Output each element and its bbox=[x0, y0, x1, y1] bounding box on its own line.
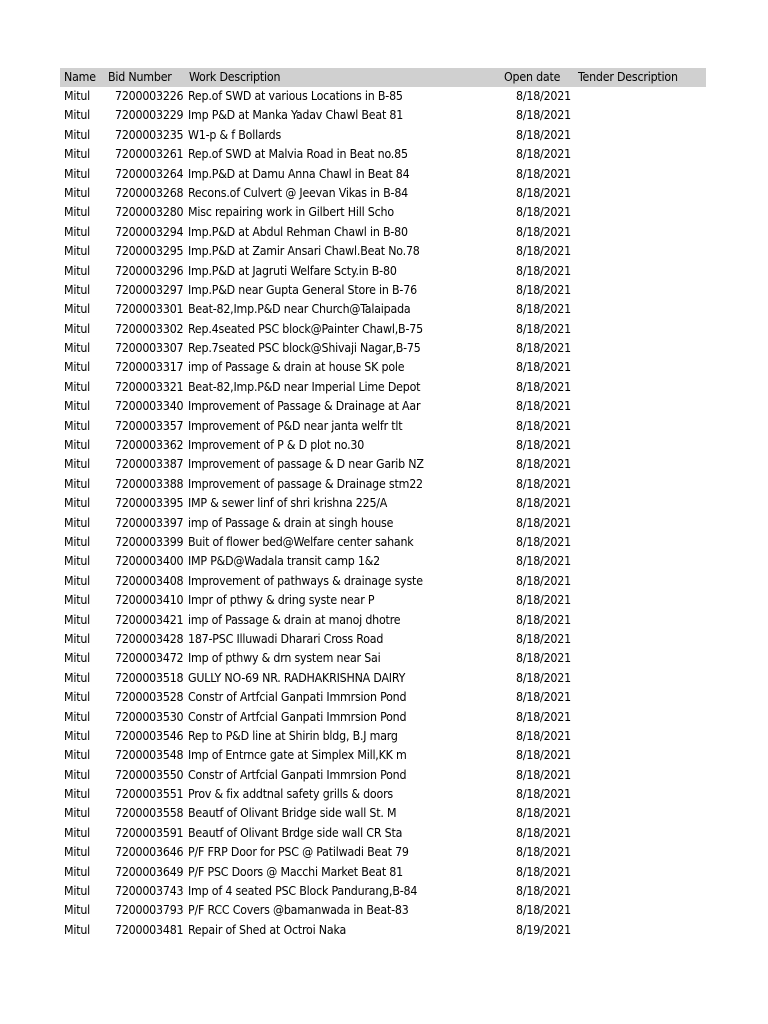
cell-work-description: IMP & sewer linf of shri krishna 225/A bbox=[188, 496, 388, 511]
table-row bbox=[60, 436, 706, 455]
cell-name: Mitul bbox=[64, 806, 91, 821]
cell-open-date: 8/18/2021 bbox=[516, 418, 571, 433]
table-body bbox=[60, 87, 706, 940]
table-row bbox=[60, 863, 706, 882]
cell-bid-number: 7200003528 bbox=[115, 690, 184, 705]
cell-work-description: Imp of pthwy & drn system near Sai bbox=[188, 651, 381, 666]
cell-open-date: 8/18/2021 bbox=[516, 884, 571, 899]
cell-work-description: Constr of Artfcial Ganpati Immrsion Pond bbox=[188, 767, 407, 782]
cell-bid-number: 7200003307 bbox=[115, 341, 184, 356]
cell-name: Mitul bbox=[64, 224, 91, 239]
cell-bid-number: 7200003229 bbox=[115, 108, 184, 123]
table-row bbox=[60, 688, 706, 707]
cell-open-date: 8/18/2021 bbox=[516, 787, 571, 802]
cell-work-description: Recons.of Culvert @ Jeevan Vikas in B-84 bbox=[188, 185, 408, 200]
cell-work-description: Improvement of passage & D near Garib NZ bbox=[188, 457, 424, 472]
cell-name: Mitul bbox=[64, 282, 91, 297]
table-row bbox=[60, 843, 706, 862]
cell-open-date: 8/18/2021 bbox=[516, 89, 571, 103]
cell-open-date: 8/18/2021 bbox=[516, 379, 571, 394]
cell-work-description: Improvement of Passage & Drainage at Aar bbox=[188, 399, 421, 414]
cell-work-description: Rep.7seated PSC block@Shivaji Nagar,B-75 bbox=[188, 341, 421, 356]
cell-bid-number: 7200003295 bbox=[115, 244, 184, 259]
cell-bid-number: 7200003397 bbox=[115, 515, 184, 530]
cell-open-date: 8/18/2021 bbox=[516, 302, 571, 317]
cell-name: Mitul bbox=[64, 864, 91, 879]
table-row bbox=[60, 106, 706, 125]
cell-name: Mitul bbox=[64, 767, 91, 782]
cell-bid-number: 7200003546 bbox=[115, 728, 184, 743]
table-row bbox=[60, 145, 706, 164]
cell-open-date: 8/18/2021 bbox=[516, 263, 571, 278]
table-row bbox=[60, 242, 706, 261]
cell-bid-number: 7200003548 bbox=[115, 748, 184, 763]
cell-open-date: 8/18/2021 bbox=[516, 515, 571, 530]
cell-open-date: 8/18/2021 bbox=[516, 127, 571, 142]
cell-bid-number: 7200003649 bbox=[115, 864, 184, 879]
cell-open-date: 8/18/2021 bbox=[516, 651, 571, 666]
cell-work-description: Constr of Artfcial Ganpati Immrsion Pond bbox=[188, 690, 407, 705]
cell-bid-number: 7200003296 bbox=[115, 263, 184, 278]
cell-name: Mitul bbox=[64, 709, 91, 724]
cell-work-description: Imp.P&D at Zamir Ansari Chawl.Beat No.78 bbox=[188, 244, 420, 259]
cell-name: Mitul bbox=[64, 438, 91, 453]
header-work-description: Work Description bbox=[189, 70, 281, 84]
cell-work-description: Repair of Shed at Octroi Naka bbox=[188, 922, 347, 937]
cell-open-date: 8/18/2021 bbox=[516, 748, 571, 763]
cell-open-date: 8/18/2021 bbox=[516, 166, 571, 181]
cell-bid-number: 7200003280 bbox=[115, 205, 184, 220]
table-row bbox=[60, 203, 706, 222]
tender-table bbox=[60, 68, 706, 940]
cell-work-description: imp of Passage & drain at house SK pole bbox=[188, 360, 405, 375]
table-row bbox=[60, 533, 706, 552]
table-row bbox=[60, 611, 706, 630]
cell-bid-number: 7200003530 bbox=[115, 709, 184, 724]
cell-name: Mitul bbox=[64, 593, 91, 608]
cell-work-description: Buit of flower bed@Welfare center sahank bbox=[188, 534, 414, 549]
cell-bid-number: 7200003297 bbox=[115, 282, 184, 297]
cell-name: Mitul bbox=[64, 884, 91, 899]
cell-work-description: Misc repairing work in Gilbert Hill Scho bbox=[188, 205, 394, 220]
cell-bid-number: 7200003428 bbox=[115, 631, 184, 646]
table-row bbox=[60, 184, 706, 203]
header-open-date: Open date bbox=[504, 70, 561, 84]
cell-name: Mitul bbox=[64, 515, 91, 530]
table-row bbox=[60, 630, 706, 649]
cell-work-description: Imp.P&D at Damu Anna Chawl in Beat 84 bbox=[188, 166, 410, 181]
cell-name: Mitul bbox=[64, 748, 91, 763]
cell-bid-number: 7200003340 bbox=[115, 399, 184, 414]
cell-name: Mitul bbox=[64, 379, 91, 394]
table-row bbox=[60, 165, 706, 184]
cell-work-description: Impr of pthwy & dring syste near P bbox=[188, 593, 375, 608]
table-row bbox=[60, 552, 706, 571]
cell-bid-number: 7200003317 bbox=[115, 360, 184, 375]
cell-work-description: Rep to P&D line at Shirin bldg, B.J marg bbox=[188, 728, 398, 743]
cell-open-date: 8/18/2021 bbox=[516, 399, 571, 414]
header-tender-description: Tender Description bbox=[578, 70, 678, 84]
cell-name: Mitul bbox=[64, 244, 91, 259]
cell-open-date: 8/18/2021 bbox=[516, 767, 571, 782]
table-row bbox=[60, 339, 706, 358]
cell-work-description: Imp of Entrnce gate at Simplex Mill,KK m bbox=[188, 748, 407, 763]
cell-bid-number: 7200003268 bbox=[115, 185, 184, 200]
table-row bbox=[60, 785, 706, 804]
cell-bid-number: 7200003388 bbox=[115, 476, 184, 491]
cell-work-description: Imp P&D at Manka Yadav Chawl Beat 81 bbox=[188, 108, 404, 123]
cell-name: Mitul bbox=[64, 554, 91, 569]
table-row bbox=[60, 766, 706, 785]
cell-bid-number: 7200003646 bbox=[115, 845, 184, 860]
header-bid-number: Bid Number bbox=[108, 70, 172, 84]
cell-open-date: 8/18/2021 bbox=[516, 845, 571, 860]
cell-open-date: 8/19/2021 bbox=[516, 922, 571, 937]
cell-work-description: imp of Passage & drain at manoj dhotre bbox=[188, 612, 401, 627]
cell-bid-number: 7200003321 bbox=[115, 379, 184, 394]
cell-open-date: 8/18/2021 bbox=[516, 341, 571, 356]
cell-name: Mitul bbox=[64, 185, 91, 200]
cell-open-date: 8/18/2021 bbox=[516, 612, 571, 627]
table-row bbox=[60, 901, 706, 920]
table-row bbox=[60, 455, 706, 474]
cell-open-date: 8/18/2021 bbox=[516, 825, 571, 840]
table-row bbox=[60, 921, 706, 940]
cell-work-description: Constr of Artfcial Ganpati Immrsion Pond bbox=[188, 709, 407, 724]
cell-name: Mitul bbox=[64, 631, 91, 646]
cell-work-description: Imp.P&D at Abdul Rehman Chawl in B-80 bbox=[188, 224, 408, 239]
table-row bbox=[60, 223, 706, 242]
cell-open-date: 8/18/2021 bbox=[516, 282, 571, 297]
table-row bbox=[60, 572, 706, 591]
table-row bbox=[60, 669, 706, 688]
cell-name: Mitul bbox=[64, 903, 91, 918]
table-header-row bbox=[60, 68, 706, 87]
cell-name: Mitul bbox=[64, 418, 91, 433]
cell-open-date: 8/18/2021 bbox=[516, 224, 571, 239]
cell-open-date: 8/18/2021 bbox=[516, 534, 571, 549]
cell-name: Mitul bbox=[64, 612, 91, 627]
cell-name: Mitul bbox=[64, 690, 91, 705]
cell-work-description: P/F PSC Doors @ Macchi Market Beat 81 bbox=[188, 864, 403, 879]
cell-name: Mitul bbox=[64, 922, 91, 937]
table-row bbox=[60, 708, 706, 727]
cell-work-description: P/F FRP Door for PSC @ Patilwadi Beat 79 bbox=[188, 845, 409, 860]
cell-open-date: 8/18/2021 bbox=[516, 457, 571, 472]
cell-bid-number: 7200003743 bbox=[115, 884, 184, 899]
cell-work-description: Beat-82,Imp.P&D near Imperial Lime Depot bbox=[188, 379, 421, 394]
cell-bid-number: 7200003264 bbox=[115, 166, 184, 181]
cell-bid-number: 7200003399 bbox=[115, 534, 184, 549]
cell-name: Mitul bbox=[64, 147, 91, 162]
cell-work-description: P/F RCC Covers @bamanwada in Beat-83 bbox=[188, 903, 409, 918]
table-row bbox=[60, 358, 706, 377]
cell-open-date: 8/18/2021 bbox=[516, 709, 571, 724]
cell-work-description: IMP P&D@Wadala transit camp 1&2 bbox=[188, 554, 381, 569]
cell-bid-number: 7200003408 bbox=[115, 573, 184, 588]
cell-name: Mitul bbox=[64, 263, 91, 278]
cell-bid-number: 7200003550 bbox=[115, 767, 184, 782]
cell-work-description: Prov & fix addtnal safety grills & doors bbox=[188, 787, 393, 802]
cell-work-description: Imp.P&D at Jagruti Welfare Scty.in B-80 bbox=[188, 263, 397, 278]
cell-bid-number: 7200003472 bbox=[115, 651, 184, 666]
cell-open-date: 8/18/2021 bbox=[516, 670, 571, 685]
cell-work-description: Imp.P&D near Gupta General Store in B-76 bbox=[188, 282, 417, 297]
cell-bid-number: 7200003235 bbox=[115, 127, 184, 142]
cell-name: Mitul bbox=[64, 534, 91, 549]
table-row bbox=[60, 87, 706, 106]
cell-work-description: Improvement of pathways & drainage syste bbox=[188, 573, 423, 588]
table-row bbox=[60, 378, 706, 397]
cell-bid-number: 7200003551 bbox=[115, 787, 184, 802]
cell-work-description: Rep.of SWD at Malvia Road in Beat no.85 bbox=[188, 147, 408, 162]
table-row bbox=[60, 727, 706, 746]
cell-bid-number: 7200003518 bbox=[115, 670, 184, 685]
cell-bid-number: 7200003481 bbox=[115, 922, 184, 937]
table-row bbox=[60, 126, 706, 145]
cell-open-date: 8/18/2021 bbox=[516, 806, 571, 821]
cell-open-date: 8/18/2021 bbox=[516, 864, 571, 879]
cell-open-date: 8/18/2021 bbox=[516, 244, 571, 259]
cell-work-description: Imp of 4 seated PSC Block Pandurang,B-84 bbox=[188, 884, 418, 899]
cell-bid-number: 7200003591 bbox=[115, 825, 184, 840]
cell-name: Mitul bbox=[64, 341, 91, 356]
table-row bbox=[60, 494, 706, 513]
cell-work-description: imp of Passage & drain at singh house bbox=[188, 515, 394, 530]
header-name: Name bbox=[64, 70, 96, 84]
cell-work-description: Rep.4seated PSC block@Painter Chawl,B-75 bbox=[188, 321, 423, 336]
cell-name: Mitul bbox=[64, 476, 91, 491]
cell-open-date: 8/18/2021 bbox=[516, 631, 571, 646]
cell-work-description: Beat-82,Imp.P&D near Church@Talaipada bbox=[188, 302, 411, 317]
cell-bid-number: 7200003395 bbox=[115, 496, 184, 511]
cell-bid-number: 7200003362 bbox=[115, 438, 184, 453]
cell-open-date: 8/18/2021 bbox=[516, 728, 571, 743]
cell-open-date: 8/18/2021 bbox=[516, 185, 571, 200]
cell-open-date: 8/18/2021 bbox=[516, 476, 571, 491]
cell-work-description: W1-p & f Bollards bbox=[188, 127, 282, 142]
cell-open-date: 8/18/2021 bbox=[516, 593, 571, 608]
cell-work-description: 187-PSC Illuwadi Dharari Cross Road bbox=[188, 631, 384, 646]
cell-open-date: 8/18/2021 bbox=[516, 573, 571, 588]
cell-bid-number: 7200003793 bbox=[115, 903, 184, 918]
cell-work-description: Beautf of Olivant Brdge side wall CR Sta bbox=[188, 825, 403, 840]
cell-name: Mitul bbox=[64, 787, 91, 802]
cell-open-date: 8/18/2021 bbox=[516, 147, 571, 162]
table-row bbox=[60, 824, 706, 843]
table-row bbox=[60, 281, 706, 300]
cell-work-description: Improvement of passage & Drainage stm22 bbox=[188, 476, 423, 491]
cell-open-date: 8/18/2021 bbox=[516, 903, 571, 918]
cell-open-date: 8/18/2021 bbox=[516, 360, 571, 375]
cell-open-date: 8/18/2021 bbox=[516, 554, 571, 569]
cell-name: Mitul bbox=[64, 166, 91, 181]
table-row bbox=[60, 475, 706, 494]
cell-open-date: 8/18/2021 bbox=[516, 496, 571, 511]
cell-bid-number: 7200003558 bbox=[115, 806, 184, 821]
table-row bbox=[60, 649, 706, 668]
cell-name: Mitul bbox=[64, 845, 91, 860]
cell-name: Mitul bbox=[64, 457, 91, 472]
cell-name: Mitul bbox=[64, 321, 91, 336]
table-row bbox=[60, 417, 706, 436]
cell-name: Mitul bbox=[64, 670, 91, 685]
cell-open-date: 8/18/2021 bbox=[516, 108, 571, 123]
cell-name: Mitul bbox=[64, 89, 91, 103]
cell-name: Mitul bbox=[64, 108, 91, 123]
table-row bbox=[60, 262, 706, 281]
table-row bbox=[60, 591, 706, 610]
table-row bbox=[60, 320, 706, 339]
cell-open-date: 8/18/2021 bbox=[516, 690, 571, 705]
cell-work-description: Beautf of Olivant Bridge side wall St. M bbox=[188, 806, 397, 821]
cell-name: Mitul bbox=[64, 573, 91, 588]
cell-name: Mitul bbox=[64, 399, 91, 414]
table-row bbox=[60, 514, 706, 533]
table-row bbox=[60, 300, 706, 319]
cell-bid-number: 7200003294 bbox=[115, 224, 184, 239]
cell-name: Mitul bbox=[64, 360, 91, 375]
cell-bid-number: 7200003301 bbox=[115, 302, 184, 317]
table-row bbox=[60, 804, 706, 823]
cell-bid-number: 7200003357 bbox=[115, 418, 184, 433]
table-row bbox=[60, 882, 706, 901]
cell-open-date: 8/18/2021 bbox=[516, 321, 571, 336]
cell-bid-number: 7200003400 bbox=[115, 554, 184, 569]
cell-bid-number: 7200003302 bbox=[115, 321, 184, 336]
table-row bbox=[60, 397, 706, 416]
cell-work-description: Improvement of P & D plot no.30 bbox=[188, 438, 365, 453]
cell-name: Mitul bbox=[64, 496, 91, 511]
cell-open-date: 8/18/2021 bbox=[516, 205, 571, 220]
cell-bid-number: 7200003410 bbox=[115, 593, 184, 608]
cell-name: Mitul bbox=[64, 825, 91, 840]
table-row bbox=[60, 746, 706, 765]
cell-name: Mitul bbox=[64, 651, 91, 666]
cell-bid-number: 7200003226 bbox=[115, 89, 184, 103]
cell-name: Mitul bbox=[64, 205, 91, 220]
cell-bid-number: 7200003261 bbox=[115, 147, 184, 162]
cell-bid-number: 7200003387 bbox=[115, 457, 184, 472]
cell-work-description: GULLY NO-69 NR. RADHAKRISHNA DAIRY bbox=[188, 670, 406, 685]
cell-work-description: Rep.of SWD at various Locations in B-85 bbox=[188, 89, 403, 103]
cell-name: Mitul bbox=[64, 302, 91, 317]
cell-open-date: 8/18/2021 bbox=[516, 438, 571, 453]
cell-name: Mitul bbox=[64, 127, 91, 142]
cell-name: Mitul bbox=[64, 728, 91, 743]
cell-bid-number: 7200003421 bbox=[115, 612, 184, 627]
cell-work-description: Improvement of P&D near janta welfr tlt bbox=[188, 418, 403, 433]
